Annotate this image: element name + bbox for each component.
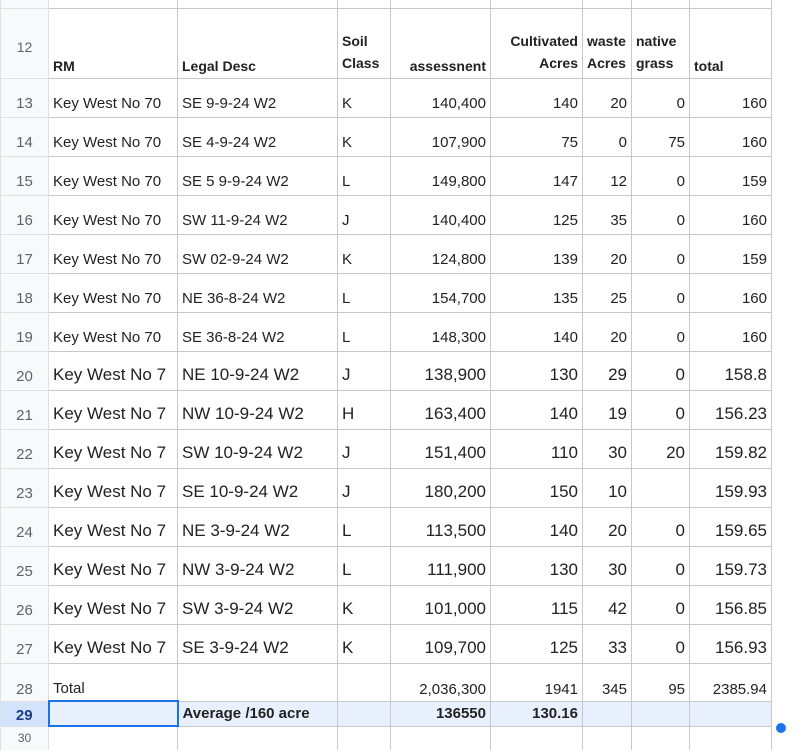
cell-total-waste[interactable]: 345 — [583, 663, 632, 701]
cell-native-grass[interactable]: 75 — [632, 117, 690, 156]
cell-native-grass[interactable]: 0 — [632, 195, 690, 234]
cell-cultivated-acres[interactable]: 130 — [491, 351, 583, 390]
cell-rm[interactable]: Key West No 7 — [49, 390, 178, 429]
cell-soil-class[interactable]: K — [338, 585, 391, 624]
row-header[interactable]: 29 — [1, 701, 49, 726]
cell-rm[interactable]: Key West No 7 — [49, 468, 178, 507]
cell-waste-acres[interactable]: 10 — [583, 468, 632, 507]
cell-legal-desc[interactable]: NW 3-9-24 W2 — [178, 546, 338, 585]
cell[interactable] — [391, 726, 491, 750]
cell-total[interactable]: 156.23 — [690, 390, 772, 429]
cell-native-grass[interactable]: 0 — [632, 78, 690, 117]
cell-native-grass[interactable]: 0 — [632, 351, 690, 390]
cell-legal-desc[interactable]: SE 36-8-24 W2 — [178, 312, 338, 351]
table-row — [1, 273, 772, 312]
header-cell-total[interactable]: total — [690, 8, 772, 78]
cell[interactable] — [632, 726, 690, 750]
header-row — [1, 8, 772, 78]
cell-total[interactable]: 159.93 — [690, 468, 772, 507]
row-header[interactable]: 13 — [1, 78, 49, 117]
cell-assessment[interactable]: 109,700 — [391, 624, 491, 663]
cell[interactable] — [391, 0, 491, 8]
header-line: Soil — [342, 32, 368, 49]
cell-total[interactable]: 156.93 — [690, 624, 772, 663]
cell-rm[interactable]: Key West No 7 — [49, 351, 178, 390]
cell-total[interactable]: 159 — [690, 234, 772, 273]
fill-handle[interactable] — [775, 722, 787, 734]
cell-native-grass[interactable]: 0 — [632, 312, 690, 351]
cell-average-cultivated[interactable]: 130.16 — [491, 701, 583, 726]
average-row — [1, 701, 772, 726]
cell[interactable] — [632, 0, 690, 8]
cell[interactable] — [632, 701, 690, 726]
cell-soil-class[interactable]: J — [338, 351, 391, 390]
cell-legal-desc[interactable]: NE 36-8-24 W2 — [178, 273, 338, 312]
cell-assessment[interactable]: 111,900 — [391, 546, 491, 585]
cell-total-native[interactable]: 95 — [632, 663, 690, 701]
header-cell-assessment[interactable]: assessnent — [391, 8, 491, 78]
header-line: native — [636, 32, 677, 49]
table-row — [1, 429, 772, 468]
cell-total[interactable]: 158.8 — [690, 351, 772, 390]
cell-legal-desc[interactable]: SE 4-9-24 W2 — [178, 117, 338, 156]
cell-cultivated-acres[interactable]: 139 — [491, 234, 583, 273]
cell-rm[interactable]: Key West No 70 — [49, 234, 178, 273]
cell-waste-acres[interactable]: 30 — [583, 429, 632, 468]
cell-legal-desc[interactable]: SW 3-9-24 W2 — [178, 585, 338, 624]
cell-legal-desc[interactable]: SE 5 9-9-24 W2 — [178, 156, 338, 195]
cell-soil-class[interactable]: L — [338, 507, 391, 546]
header-cell-soil-class[interactable] — [338, 8, 391, 78]
table-row — [1, 78, 772, 117]
cell-cultivated-acres[interactable]: 130 — [491, 546, 583, 585]
cell-legal-desc[interactable]: SW 10-9-24 W2 — [178, 429, 338, 468]
cell-soil-class[interactable]: K — [338, 624, 391, 663]
cell-rm[interactable]: Key West No 7 — [49, 585, 178, 624]
row-header[interactable]: 23 — [1, 468, 49, 507]
cell-total[interactable]: 160 — [690, 273, 772, 312]
cell-rm[interactable]: Key West No 70 — [49, 117, 178, 156]
cell-total[interactable]: 159.73 — [690, 546, 772, 585]
cell-assessment[interactable]: 138,900 — [391, 351, 491, 390]
cell-soil-class[interactable]: L — [338, 273, 391, 312]
active-cell[interactable] — [49, 701, 178, 726]
cell-total-cultivated[interactable]: 1941 — [491, 663, 583, 701]
cell-assessment[interactable]: 113,500 — [391, 507, 491, 546]
cell-waste-acres[interactable]: 0 — [583, 117, 632, 156]
cell-assessment[interactable]: 151,400 — [391, 429, 491, 468]
row-header[interactable]: 12 — [1, 8, 49, 78]
cell-assessment[interactable]: 163,400 — [391, 390, 491, 429]
cell-soil-class[interactable]: L — [338, 546, 391, 585]
cell-cultivated-acres[interactable]: 140 — [491, 507, 583, 546]
cell[interactable] — [583, 726, 632, 750]
cell-soil-class[interactable]: L — [338, 312, 391, 351]
cell-soil-class[interactable]: J — [338, 195, 391, 234]
row-header[interactable]: 15 — [1, 156, 49, 195]
cell-soil-class[interactable]: J — [338, 429, 391, 468]
cell-waste-acres[interactable]: 42 — [583, 585, 632, 624]
row-header[interactable]: 20 — [1, 351, 49, 390]
row-header[interactable]: 25 — [1, 546, 49, 585]
cell-rm[interactable]: Key West No 70 — [49, 273, 178, 312]
cell-cultivated-acres[interactable]: 110 — [491, 429, 583, 468]
cell-cultivated-acres[interactable]: 140 — [491, 390, 583, 429]
cell-native-grass[interactable]: 0 — [632, 390, 690, 429]
cell[interactable] — [338, 663, 391, 701]
cell-total-label[interactable]: Total — [49, 663, 178, 701]
cell-waste-acres[interactable]: 19 — [583, 390, 632, 429]
cell-waste-acres[interactable]: 33 — [583, 624, 632, 663]
header-cell-waste-acres[interactable] — [583, 8, 632, 78]
cell-soil-class[interactable]: K — [338, 117, 391, 156]
cell-legal-desc[interactable]: SE 10-9-24 W2 — [178, 468, 338, 507]
total-row — [1, 663, 772, 701]
cell-legal-desc[interactable]: NW 10-9-24 W2 — [178, 390, 338, 429]
row-header[interactable]: 17 — [1, 234, 49, 273]
cell[interactable] — [338, 0, 391, 8]
cell-assessment[interactable]: 148,300 — [391, 312, 491, 351]
cell-total[interactable]: 156.85 — [690, 585, 772, 624]
cell-rm[interactable]: Key West No 7 — [49, 546, 178, 585]
cell-waste-acres[interactable]: 25 — [583, 273, 632, 312]
cell-rm[interactable]: Key West No 70 — [49, 195, 178, 234]
cell-total[interactable]: 160 — [690, 312, 772, 351]
cell-cultivated-acres[interactable]: 140 — [491, 312, 583, 351]
cell[interactable] — [49, 726, 178, 750]
cell-soil-class[interactable]: J — [338, 468, 391, 507]
table-row — [1, 726, 772, 750]
table-row — [1, 546, 772, 585]
cell-waste-acres[interactable]: 35 — [583, 195, 632, 234]
row-header[interactable]: 21 — [1, 390, 49, 429]
cell-assessment[interactable]: 101,000 — [391, 585, 491, 624]
cell[interactable] — [583, 701, 632, 726]
table-row — [1, 117, 772, 156]
table-row — [1, 351, 772, 390]
header-line: waste — [587, 32, 626, 49]
cell-total-assessment[interactable]: 2,036,300 — [391, 663, 491, 701]
cell-cultivated-acres[interactable]: 140 — [491, 78, 583, 117]
header-cell-rm[interactable]: RM — [49, 8, 178, 78]
header-line: Acres — [539, 54, 578, 71]
cell-legal-desc[interactable]: SW 02-9-24 W2 — [178, 234, 338, 273]
cell-total[interactable]: 159 — [690, 156, 772, 195]
cell-total[interactable]: 160 — [690, 195, 772, 234]
table-row — [1, 585, 772, 624]
header-line: Acres — [587, 54, 626, 71]
cell-cultivated-acres[interactable]: 147 — [491, 156, 583, 195]
partial-row-top — [1, 0, 772, 8]
cell-rm[interactable]: Key West No 7 — [49, 507, 178, 546]
table-row — [1, 156, 772, 195]
row-header[interactable]: 18 — [1, 273, 49, 312]
cell[interactable] — [690, 0, 772, 8]
row-header[interactable]: 27 — [1, 624, 49, 663]
cell-total[interactable]: 160 — [690, 78, 772, 117]
cell[interactable] — [491, 726, 583, 750]
cell-total[interactable]: 160 — [690, 117, 772, 156]
cell-cultivated-acres[interactable]: 150 — [491, 468, 583, 507]
cell[interactable] — [690, 701, 772, 726]
header-line: Class — [342, 54, 380, 71]
cell[interactable] — [178, 726, 338, 750]
cell-rm[interactable]: Key West No 70 — [49, 78, 178, 117]
header-cell-cultivated-acres[interactable] — [491, 8, 583, 78]
cell-native-grass[interactable]: 20 — [632, 429, 690, 468]
cell-assessment[interactable]: 124,800 — [391, 234, 491, 273]
cell-assessment[interactable]: 140,400 — [391, 78, 491, 117]
row-header[interactable]: 14 — [1, 117, 49, 156]
cell[interactable] — [178, 663, 338, 701]
row-header[interactable] — [1, 0, 49, 8]
cell-legal-desc[interactable]: SE 3-9-24 W2 — [178, 624, 338, 663]
cell-total-total[interactable]: 2385.94 — [690, 663, 772, 701]
cell-legal-desc[interactable]: SE 9-9-24 W2 — [178, 78, 338, 117]
row-header[interactable]: 22 — [1, 429, 49, 468]
row-header[interactable]: 19 — [1, 312, 49, 351]
cell-waste-acres[interactable]: 30 — [583, 546, 632, 585]
cell-rm[interactable]: Key West No 7 — [49, 429, 178, 468]
cell-legal-desc[interactable]: SW 11-9-24 W2 — [178, 195, 338, 234]
table-row — [1, 234, 772, 273]
cell-native-grass[interactable]: 0 — [632, 585, 690, 624]
cell-assessment[interactable]: 180,200 — [391, 468, 491, 507]
cell-assessment[interactable]: 107,900 — [391, 117, 491, 156]
cell[interactable] — [583, 0, 632, 8]
cell[interactable] — [690, 726, 772, 750]
table-row — [1, 624, 772, 663]
cell-rm[interactable]: Key West No 7 — [49, 624, 178, 663]
cell-waste-acres[interactable]: 20 — [583, 78, 632, 117]
cell[interactable] — [178, 0, 338, 8]
cell-average-label[interactable]: Average /160 acre — [178, 701, 338, 726]
cell-cultivated-acres[interactable]: 125 — [491, 195, 583, 234]
cell-soil-class[interactable]: L — [338, 156, 391, 195]
table-row — [1, 390, 772, 429]
header-line: Cultivated — [510, 32, 578, 49]
cell-native-grass[interactable]: 0 — [632, 156, 690, 195]
cell-legal-desc[interactable]: NE 10-9-24 W2 — [178, 351, 338, 390]
table-row — [1, 312, 772, 351]
cell-waste-acres[interactable]: 20 — [583, 234, 632, 273]
cell-native-grass[interactable]: 0 — [632, 507, 690, 546]
cell-cultivated-acres[interactable]: 125 — [491, 624, 583, 663]
row-header[interactable]: 26 — [1, 585, 49, 624]
cell-native-grass[interactable]: 0 — [632, 546, 690, 585]
cell[interactable] — [338, 726, 391, 750]
cell-cultivated-acres[interactable]: 135 — [491, 273, 583, 312]
cell-native-grass[interactable]: 0 — [632, 624, 690, 663]
cell-native-grass[interactable]: 0 — [632, 234, 690, 273]
cell-soil-class[interactable]: H — [338, 390, 391, 429]
row-header[interactable]: 16 — [1, 195, 49, 234]
cell-cultivated-acres[interactable]: 115 — [491, 585, 583, 624]
header-cell-legal-desc[interactable]: Legal Desc — [178, 8, 338, 78]
cell-soil-class[interactable]: K — [338, 234, 391, 273]
table-row — [1, 195, 772, 234]
row-header[interactable]: 28 — [1, 663, 49, 701]
cell-waste-acres[interactable]: 12 — [583, 156, 632, 195]
header-line: grass — [636, 54, 674, 71]
cell[interactable] — [491, 0, 583, 8]
header-cell-native-grass[interactable] — [632, 8, 690, 78]
cell-soil-class[interactable]: K — [338, 78, 391, 117]
cell-assessment[interactable]: 140,400 — [391, 195, 491, 234]
cell-waste-acres[interactable]: 20 — [583, 312, 632, 351]
table-row — [1, 507, 772, 546]
cell-total[interactable]: 159.82 — [690, 429, 772, 468]
cell-assessment[interactable]: 149,800 — [391, 156, 491, 195]
table-row — [1, 468, 772, 507]
cell-rm[interactable]: Key West No 70 — [49, 156, 178, 195]
cell-cultivated-acres[interactable]: 75 — [491, 117, 583, 156]
cell-native-grass[interactable] — [632, 468, 690, 507]
cell-rm[interactable]: Key West No 70 — [49, 312, 178, 351]
row-header[interactable]: 24 — [1, 507, 49, 546]
cell-assessment[interactable]: 154,700 — [391, 273, 491, 312]
cell-legal-desc[interactable]: NE 3-9-24 W2 — [178, 507, 338, 546]
cell-waste-acres[interactable]: 20 — [583, 507, 632, 546]
cell-native-grass[interactable]: 0 — [632, 273, 690, 312]
cell[interactable] — [49, 0, 178, 8]
cell-average-assessment[interactable]: 136550 — [391, 701, 491, 726]
cell-total[interactable]: 159.65 — [690, 507, 772, 546]
cell[interactable] — [338, 701, 391, 726]
row-header[interactable]: 30 — [1, 726, 49, 750]
cell-waste-acres[interactable]: 29 — [583, 351, 632, 390]
